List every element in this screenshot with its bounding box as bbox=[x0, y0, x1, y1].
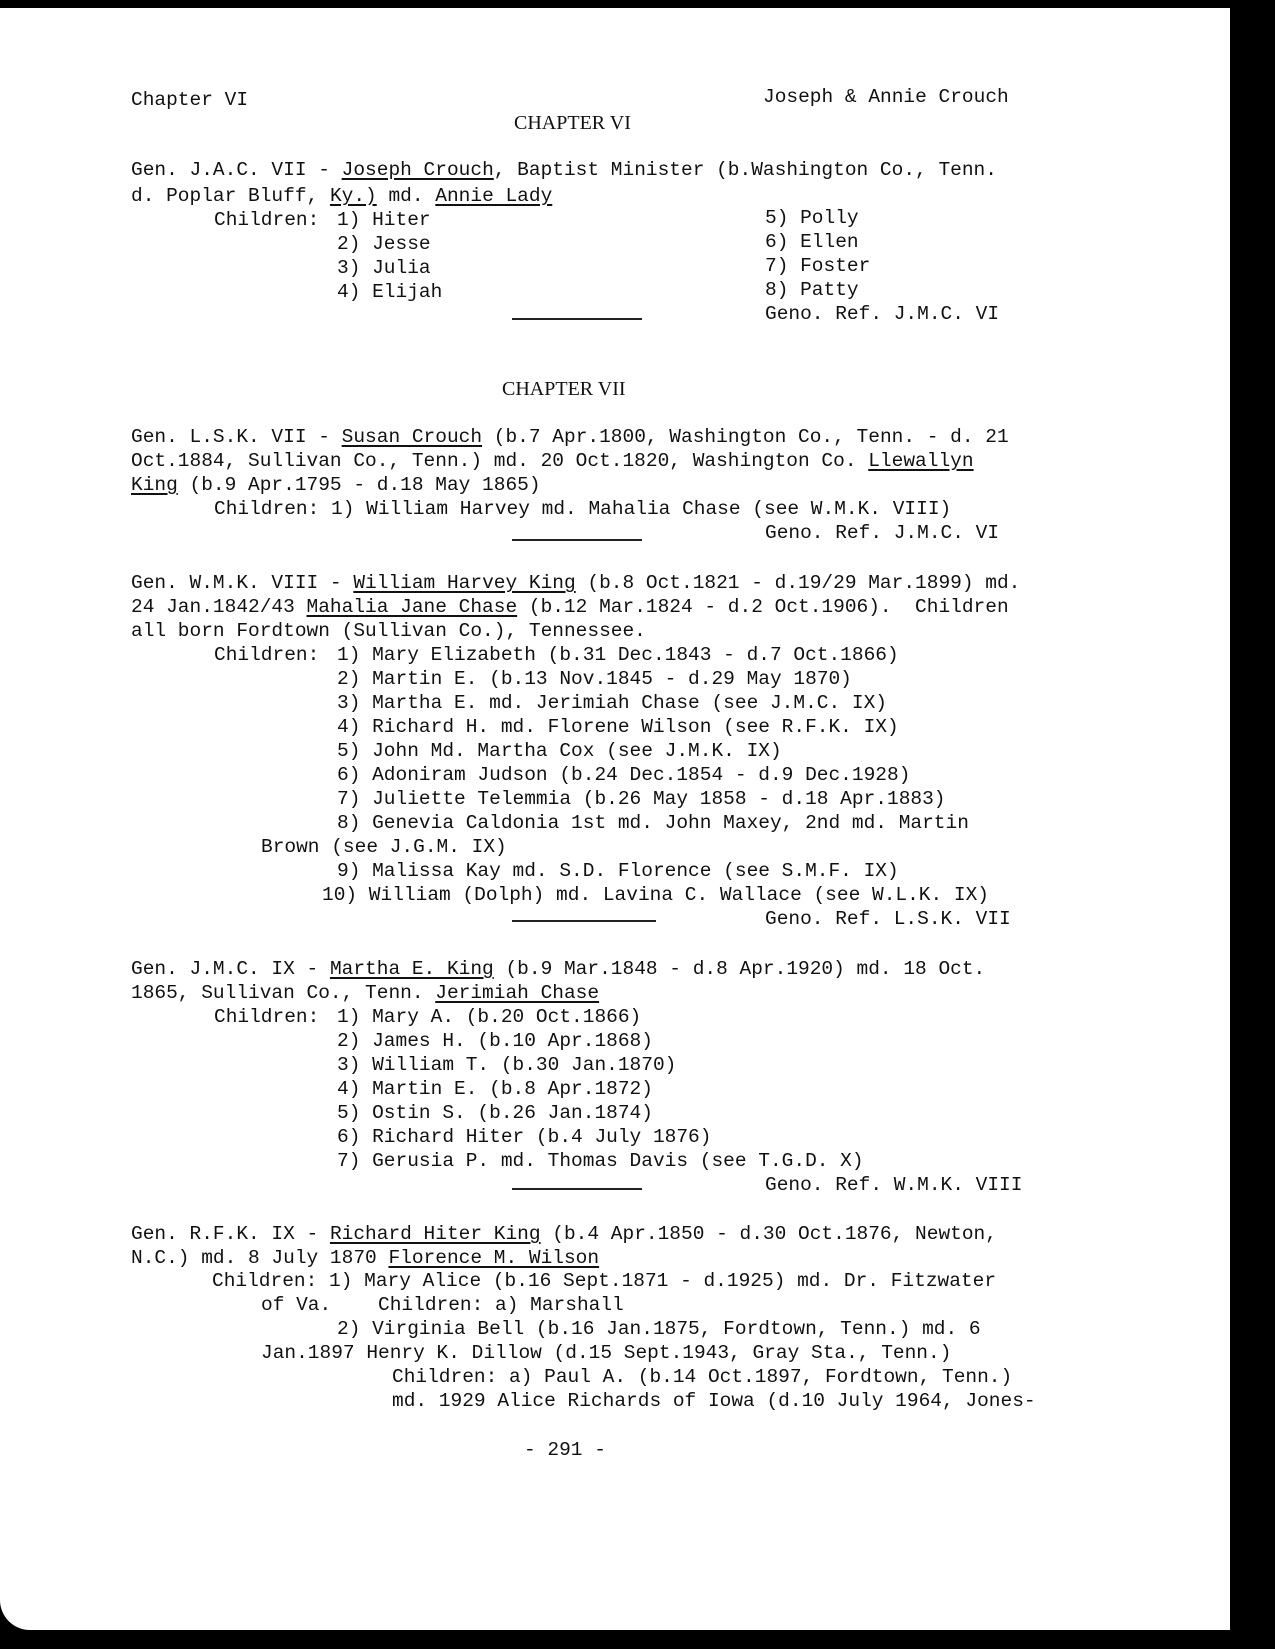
lsk-line-1: Gen. L.S.K. VII - Susan Crouch (b.7 Apr.1800, Washington Co., Tenn. - d. 21 bbox=[131, 426, 1009, 448]
person-llewallyn-king: Llewallyn bbox=[868, 450, 974, 472]
jmc-child: 5) Ostin S. (b.26 Jan.1874) bbox=[337, 1102, 653, 1124]
jac-line-2: d. Poplar Bluff, Ky.) md. Annie Lady bbox=[131, 185, 553, 207]
wmk-child: 4) Richard H. md. Florene Wilson (see R.F.K. IX) bbox=[337, 716, 899, 738]
chapter-7-title: CHAPTER VII bbox=[502, 378, 626, 400]
scan-right-edge bbox=[1230, 0, 1275, 1649]
rfk-child-continued: Jan.1897 Henry K. Dillow (d.15 Sept.1943, Gray Sta., Tenn.) bbox=[261, 1342, 952, 1364]
scan-bottom-edge bbox=[0, 1632, 1275, 1649]
wmk-line-2: 24 Jan.1842/43 Mahalia Jane Chase (b.12 Mar.1824 - d.2 Oct.1906). Children bbox=[131, 596, 1009, 618]
jac-children-label: Children: bbox=[214, 209, 320, 231]
jac-child: 1) Hiter bbox=[337, 209, 431, 231]
jac-child: 7) Foster bbox=[765, 255, 871, 277]
lsk-line-2: Oct.1884, Sullivan Co., Tenn.) md. 20 Oct.1820, Washington Co. Llewallyn bbox=[131, 450, 974, 472]
wmk-child: 3) Martha E. md. Jerimiah Chase (see J.M.C. IX) bbox=[337, 692, 887, 714]
wmk-child: 6) Adoniram Judson (b.24 Dec.1854 - d.9 Dec.1928) bbox=[337, 764, 911, 786]
person-annie-lady: Annie Lady bbox=[435, 185, 553, 207]
running-header-right: Joseph & Annie Crouch bbox=[763, 86, 1009, 108]
person-susan-crouch: Susan Crouch bbox=[341, 426, 483, 448]
wmk-child: 5) John Md. Martha Cox (see J.M.K. IX) bbox=[337, 740, 782, 762]
jac-child: 4) Elijah bbox=[337, 281, 443, 303]
person-martha-e-king: Martha E. King bbox=[329, 958, 494, 980]
jmc-child: 1) Mary A. (b.20 Oct.1866) bbox=[337, 1006, 642, 1028]
wmk-child: 9) Malissa Kay md. S.D. Florence (see S.M.F. IX) bbox=[337, 860, 899, 882]
wmk-child: 8) Genevia Caldonia 1st md. John Maxey, 2nd md. Martin bbox=[337, 812, 969, 834]
jac-child: 6) Ellen bbox=[765, 231, 859, 253]
running-header-left: Chapter VI bbox=[131, 89, 249, 111]
jmc-geno-ref: Geno. Ref. W.M.K. VIII bbox=[765, 1174, 1023, 1196]
jmc-line-1: Gen. J.M.C. IX - Martha E. King (b.9 Mar.1848 - d.8 Apr.1920) md. 18 Oct. bbox=[131, 958, 986, 980]
wmk-child: 10) William (Dolph) md. Lavina C. Wallace (see W.L.K. IX) bbox=[322, 884, 990, 906]
rfk-line-1: Gen. R.F.K. IX - Richard Hiter King (b.4 Apr.1850 - d.30 Oct.1876, Newton, bbox=[131, 1223, 997, 1245]
jmc-child: 7) Gerusia P. md. Thomas Davis (see T.G.D. X) bbox=[337, 1150, 864, 1172]
person-jerimiah-chase: Jerimiah Chase bbox=[435, 982, 600, 1004]
section-divider bbox=[512, 318, 642, 320]
jmc-children-label: Children: bbox=[214, 1006, 320, 1028]
lsk-children: Children: 1) William Harvey md. Mahalia Chase (see W.M.K. VIII) bbox=[214, 498, 952, 520]
rfk-child: Children: 1) Mary Alice (b.16 Sept.1871 - d.1925) md. Dr. Fitzwater bbox=[212, 1270, 997, 1292]
person-mahalia-jane-chase: Mahalia Jane Chase bbox=[306, 596, 518, 618]
section-divider bbox=[512, 539, 642, 541]
rfk-grandchildren: Children: a) Paul A. (b.14 Oct.1897, Fordtown, Tenn.) bbox=[392, 1366, 1013, 1388]
section-divider bbox=[512, 920, 656, 922]
jac-child: 8) Patty bbox=[765, 279, 859, 301]
person-joseph-crouch: Joseph Crouch bbox=[341, 159, 494, 181]
jac-child: 5) Polly bbox=[765, 207, 859, 229]
page-number: - 291 - bbox=[524, 1439, 606, 1461]
jmc-child: 4) Martin E. (b.8 Apr.1872) bbox=[337, 1078, 653, 1100]
wmk-children-label: Children: bbox=[214, 644, 320, 666]
jmc-child: 2) James H. (b.10 Apr.1868) bbox=[337, 1030, 653, 1052]
jac-child: 3) Julia bbox=[337, 257, 431, 279]
wmk-child: 7) Juliette Telemmia (b.26 May 1858 - d.18 Apr.1883) bbox=[337, 788, 946, 810]
jmc-line-2: 1865, Sullivan Co., Tenn. Jerimiah Chase bbox=[131, 982, 600, 1004]
wmk-line-1: Gen. W.M.K. VIII - William Harvey King (b.8 Oct.1821 - d.19/29 Mar.1899) md. bbox=[131, 572, 1021, 594]
person-richard-hiter-king: Richard Hiter King bbox=[329, 1223, 541, 1245]
wmk-child: 2) Martin E. (b.13 Nov.1845 - d.29 May 1870) bbox=[337, 668, 852, 690]
wmk-geno-ref: Geno. Ref. L.S.K. VII bbox=[765, 908, 1011, 930]
rfk-grandchildren-continued: md. 1929 Alice Richards of Iowa (d.10 July 1964, Jones- bbox=[392, 1390, 1036, 1412]
rfk-line-2: N.C.) md. 8 July 1870 Florence M. Wilson bbox=[131, 1247, 600, 1269]
wmk-child-continued: Brown (see J.G.M. IX) bbox=[261, 836, 507, 858]
wmk-child: 1) Mary Elizabeth (b.31 Dec.1843 - d.7 Oct.1866) bbox=[337, 644, 899, 666]
jmc-child: 3) William T. (b.30 Jan.1870) bbox=[337, 1054, 677, 1076]
jac-child: 2) Jesse bbox=[337, 233, 431, 255]
lsk-line-3: King (b.9 Apr.1795 - d.18 May 1865) bbox=[131, 474, 541, 496]
lsk-geno-ref: Geno. Ref. J.M.C. VI bbox=[765, 522, 1000, 544]
jac-line-1: Gen. J.A.C. VII - Joseph Crouch, Baptist Minister (b.Washington Co., Tenn. bbox=[131, 159, 997, 181]
person-william-harvey-king: William Harvey King bbox=[353, 572, 576, 594]
jac-geno-ref: Geno. Ref. J.M.C. VI bbox=[765, 303, 1000, 325]
jmc-child: 6) Richard Hiter (b.4 July 1876) bbox=[337, 1126, 712, 1148]
rfk-child-continued: of Va. Children: a) Marshall bbox=[261, 1294, 624, 1316]
wmk-line-3: all born Fordtown (Sullivan Co.), Tennessee. bbox=[131, 620, 646, 642]
chapter-6-title: CHAPTER VI bbox=[514, 112, 631, 134]
person-florence-m-wilson: Florence M. Wilson bbox=[388, 1247, 600, 1269]
rfk-child: 2) Virginia Bell (b.16 Jan.1875, Fordtown, Tenn.) md. 6 bbox=[337, 1318, 981, 1340]
section-divider bbox=[512, 1188, 642, 1190]
